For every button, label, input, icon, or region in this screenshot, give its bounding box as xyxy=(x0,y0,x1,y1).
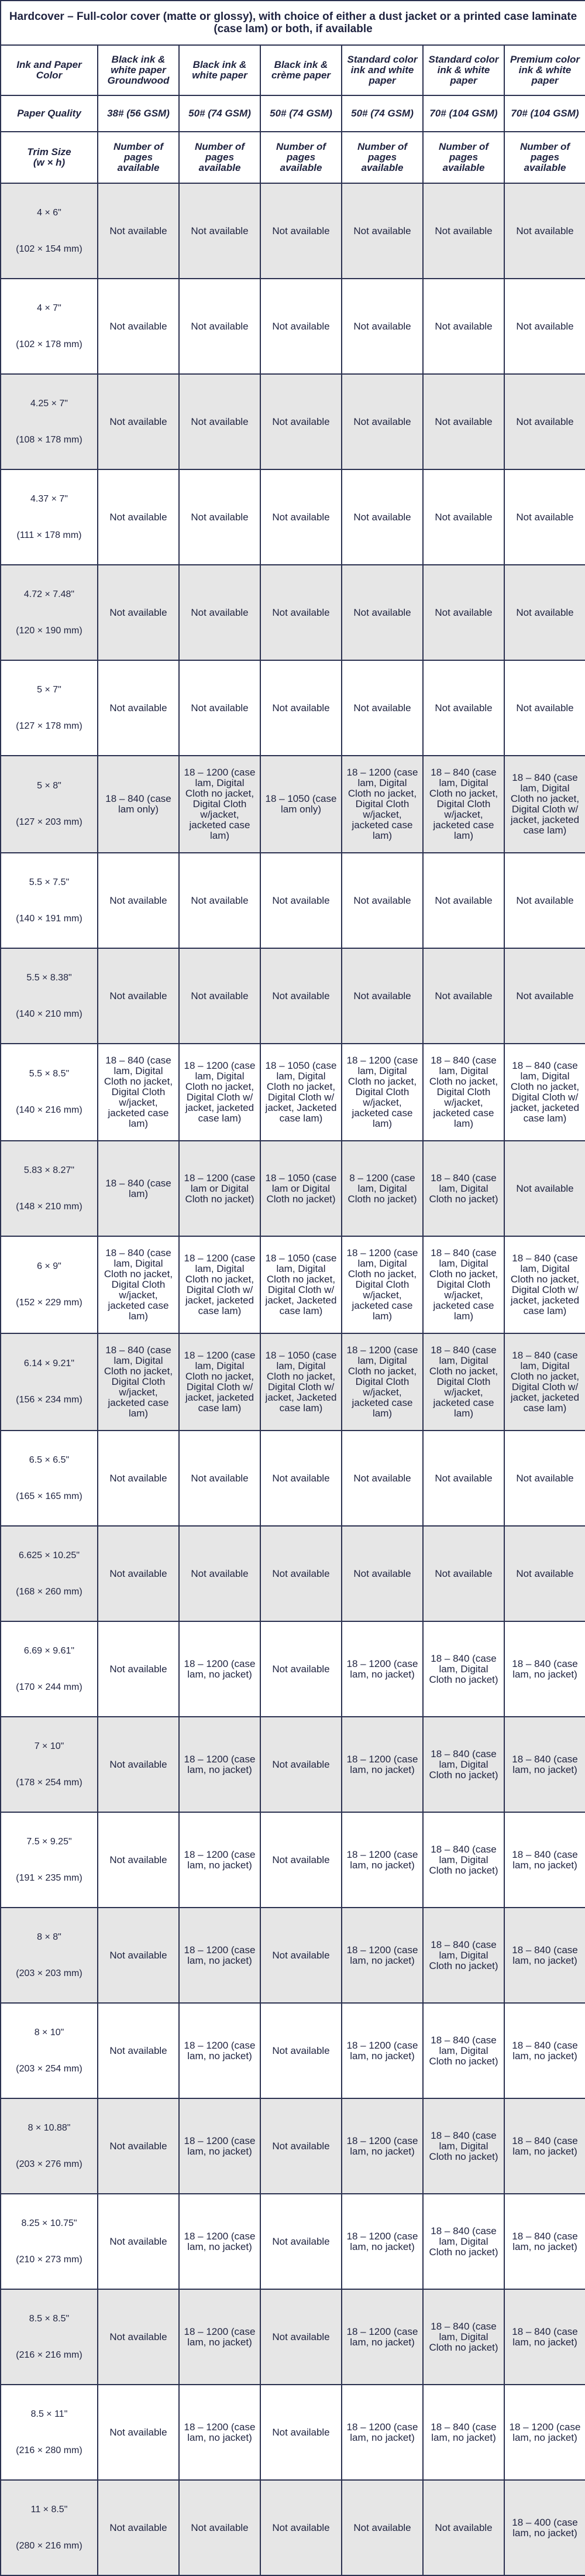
pages-cell: Not available xyxy=(342,279,423,374)
pages-cell: Not available xyxy=(98,374,179,469)
trim-size-cell xyxy=(1,2003,98,2098)
pages-cell: Not available xyxy=(260,2194,342,2289)
trim-size-inches: 4.72 × 7.48" xyxy=(23,589,75,599)
pages-cell: Not available xyxy=(342,660,423,756)
pages-cell: 18 – 840 (case lam, Digital Cloth no jacket, Digital Cloth w/jacket, jacketed case lam) xyxy=(98,1044,179,1141)
pages-cell: 18 – 840 (case lam, Digital Cloth no jacket, Digital Cloth w/ jacket, jacketed case lam) xyxy=(504,1044,585,1141)
trim-size-metric: (152 × 229 mm) xyxy=(16,1298,82,1308)
pages-cell: 18 – 1200 (case lam, no jacket) xyxy=(342,1908,423,2003)
pages-cell: 18 – 1200 (case lam, Digital Cloth no jacket, Digital Cloth w/jacket, jacketed case lam) xyxy=(342,1236,423,1333)
trim-size-cell xyxy=(1,279,98,374)
pages-cell: 18 – 400 (case lam, no jacket) xyxy=(504,2480,585,2575)
pages-cell: 18 – 840 (case lam) xyxy=(98,1141,179,1236)
pages-cell: 18 – 840 (case lam only) xyxy=(98,756,179,853)
trim-size-inches: 6.14 × 9.21" xyxy=(23,1359,75,1368)
pages-cell: Not available xyxy=(342,1431,423,1526)
pages-cell: Not available xyxy=(98,565,179,660)
trim-size-inches: 6.5 × 6.5" xyxy=(29,1455,70,1465)
pages-cell: Not available xyxy=(98,660,179,756)
pages-cell: Not available xyxy=(423,1526,504,1621)
pages-cell: 18 – 840 (case lam, Digital Cloth no jacket, Digital Cloth w/jacket, jacketed case lam) xyxy=(423,1333,504,1431)
trim-size-inches: 4.25 × 7" xyxy=(30,398,68,409)
trim-size-metric: (108 × 178 mm) xyxy=(16,434,82,445)
column-header: Standard color ink & white paper xyxy=(423,45,504,95)
pages-column-label: Number of pages available xyxy=(179,132,260,183)
pages-cell: 18 – 840 (case lam, Digital Cloth no jacket, Digital Cloth w/ jacket, jacketed case lam) xyxy=(504,1333,585,1431)
column-header: Black ink & crème paper xyxy=(260,45,342,95)
trim-size-cell xyxy=(1,2194,98,2289)
trim-size-cell xyxy=(1,1333,98,1431)
table-row xyxy=(1,2098,585,2194)
pages-cell: Not available xyxy=(260,1717,342,1812)
trim-size-cell xyxy=(1,853,98,948)
table-row xyxy=(1,2003,585,2098)
pages-cell: Not available xyxy=(423,469,504,565)
trim-size-metric: (148 × 210 mm) xyxy=(16,1201,82,1212)
column-header: Standard color ink and white paper xyxy=(342,45,423,95)
trim-size-cell xyxy=(1,1621,98,1717)
pages-cell: 18 – 1200 (case lam, no jacket) xyxy=(342,2194,423,2289)
pages-cell: Not available xyxy=(504,374,585,469)
pages-cell: Not available xyxy=(179,660,260,756)
trim-size-cell xyxy=(1,1526,98,1621)
trim-size-inches: 6.625 × 10.25" xyxy=(19,1550,80,1560)
table-row xyxy=(1,1333,585,1431)
pages-cell: Not available xyxy=(342,183,423,279)
pages-cell: 18 – 1200 (case lam, no jacket) xyxy=(179,2289,260,2385)
pages-cell: Not available xyxy=(98,2385,179,2480)
pages-cell: 18 – 840 (case lam, Digital Cloth no jacket) xyxy=(423,1717,504,1812)
pages-cell: Not available xyxy=(98,853,179,948)
pages-cell: 8 – 1200 (case lam, Digital Cloth no jacket) xyxy=(342,1141,423,1236)
pages-cell: 18 – 1200 (case lam, no jacket) xyxy=(342,2385,423,2480)
pages-cell: Not available xyxy=(260,565,342,660)
trim-size-metric: (102 × 178 mm) xyxy=(16,339,82,349)
pages-cell: 18 – 1200 (case lam, no jacket) xyxy=(342,2289,423,2385)
pages-cell: Not available xyxy=(98,183,179,279)
trim-size-metric: (140 × 216 mm) xyxy=(16,1105,82,1115)
paper-quality-value: 70# (104 GSM) xyxy=(423,95,504,132)
pages-cell: Not available xyxy=(98,948,179,1044)
table-row xyxy=(1,1431,585,1526)
table-row xyxy=(1,853,585,948)
pages-cell: 18 – 1200 (case lam, no jacket) xyxy=(179,1621,260,1717)
trim-size-inches: 7.5 × 9.25" xyxy=(26,1836,72,1847)
pages-cell: Not available xyxy=(179,2480,260,2575)
pages-cell: Not available xyxy=(98,279,179,374)
pages-column-label: Number of pages available xyxy=(423,132,504,183)
trim-size-inches: 5 × 7" xyxy=(37,684,61,695)
pages-cell: Not available xyxy=(98,2289,179,2385)
trim-size-cell xyxy=(1,469,98,565)
trim-size-inches: 8 × 10" xyxy=(34,2027,64,2038)
trim-size-cell xyxy=(1,1236,98,1333)
pages-cell: Not available xyxy=(260,1812,342,1908)
trim-size-cell xyxy=(1,2289,98,2385)
pages-cell: 18 – 1200 (case lam, no jacket) xyxy=(179,2194,260,2289)
trim-size-metric: (140 × 191 mm) xyxy=(16,913,82,924)
trim-size-inches: 5.5 × 8.38" xyxy=(26,972,72,983)
pages-cell: 18 – 840 (case lam, no jacket) xyxy=(504,1908,585,2003)
trim-size-inches: 8.25 × 10.75" xyxy=(21,2218,77,2228)
pages-column-label: Number of pages available xyxy=(98,132,179,183)
trim-size-cell xyxy=(1,1141,98,1236)
pages-cell: 18 – 1200 (case lam or Digital Cloth no jacket) xyxy=(179,1141,260,1236)
pages-cell: 18 – 840 (case lam, no jacket) xyxy=(504,1621,585,1717)
pages-cell: 18 – 1200 (case lam, no jacket) xyxy=(179,2385,260,2480)
table-row xyxy=(1,2385,585,2480)
pages-cell: 18 – 1050 (case lam, Digital Cloth no jacket, Digital Cloth w/ jacket, Jacketed case lam) xyxy=(260,1333,342,1431)
pages-cell: Not available xyxy=(260,2289,342,2385)
table-row xyxy=(1,1044,585,1141)
trim-size-inches: 8.5 × 11" xyxy=(30,2409,68,2419)
pages-cell: Not available xyxy=(423,374,504,469)
trim-size-metric: (280 × 216 mm) xyxy=(16,2540,82,2551)
pages-cell: Not available xyxy=(342,565,423,660)
trim-size-cell xyxy=(1,565,98,660)
pages-cell: Not available xyxy=(260,183,342,279)
paper-quality-value: 50# (74 GSM) xyxy=(179,95,260,132)
pages-cell: Not available xyxy=(98,1812,179,1908)
pages-cell: Not available xyxy=(504,1526,585,1621)
pages-cell: 18 – 1050 (case lam, Digital Cloth no jacket, Digital Cloth w/ jacket, Jacketed case lam) xyxy=(260,1044,342,1141)
pages-cell: 18 – 1200 (case lam, Digital Cloth no jacket, Digital Cloth w/jacket, jacketed case lam) xyxy=(342,1044,423,1141)
trim-size-inches: 5.83 × 8.27" xyxy=(23,1165,75,1175)
pages-cell: Not available xyxy=(179,469,260,565)
pages-cell: 18 – 1200 (case lam, Digital Cloth no jacket, Digital Cloth w/ jacket, jacketed case lam) xyxy=(179,1044,260,1141)
pages-cell: 18 – 840 (case lam, Digital Cloth no jacket) xyxy=(423,1908,504,2003)
pages-cell: Not available xyxy=(342,948,423,1044)
pages-column-label: Number of pages available xyxy=(342,132,423,183)
trim-size-inches: 7 × 10" xyxy=(34,1741,64,1751)
pages-cell: 18 – 1050 (case lam or Digital Cloth no jacket) xyxy=(260,1141,342,1236)
trim-size-sub: (w × h) xyxy=(33,157,66,168)
pages-cell: Not available xyxy=(98,1431,179,1526)
pages-column-label: Number of pages available xyxy=(504,132,585,183)
pages-cell: 18 – 1200 (case lam, no jacket) xyxy=(504,2385,585,2480)
trim-size-metric: (191 × 235 mm) xyxy=(16,1872,82,1883)
pages-cell: Not available xyxy=(98,2480,179,2575)
pages-cell: 18 – 1200 (case lam, Digital Cloth no jacket, Digital Cloth w/ jacket, jacketed case lam) xyxy=(179,1333,260,1431)
pages-cell: 18 – 840 (case lam, Digital Cloth no jacket) xyxy=(423,2194,504,2289)
table-row xyxy=(1,1812,585,1908)
pages-cell: 18 – 1200 (case lam, no jacket) xyxy=(179,1908,260,2003)
trim-size-metric: (168 × 260 mm) xyxy=(16,1586,82,1597)
table-row xyxy=(1,1621,585,1717)
pages-cell: Not available xyxy=(504,279,585,374)
pages-cell: 18 – 1200 (case lam, no jacket) xyxy=(179,2003,260,2098)
trim-size-inches: 6 × 9" xyxy=(37,1261,61,1271)
pages-cell: Not available xyxy=(260,1526,342,1621)
trim-size-inches: 5.5 × 8.5" xyxy=(29,1069,70,1079)
pages-cell: Not available xyxy=(504,469,585,565)
column-header: Black ink & white paper xyxy=(179,45,260,95)
pages-cell: 18 – 1050 (case lam, Digital Cloth no jacket, Digital Cloth w/ jacket, Jacketed case lam) xyxy=(260,1236,342,1333)
table-row xyxy=(1,1908,585,2003)
trim-size-cell xyxy=(1,1431,98,1526)
trim-size-metric: (216 × 216 mm) xyxy=(16,2349,82,2360)
pages-cell: Not available xyxy=(98,1526,179,1621)
pages-cell: Not available xyxy=(504,660,585,756)
pages-cell: Not available xyxy=(260,469,342,565)
trim-size-cell xyxy=(1,2385,98,2480)
pages-cell: Not available xyxy=(342,1526,423,1621)
pages-cell: Not available xyxy=(423,660,504,756)
pages-cell: 18 – 840 (case lam, Digital Cloth no jacket) xyxy=(423,2003,504,2098)
pages-cell: Not available xyxy=(260,1908,342,2003)
pages-cell: 18 – 1200 (case lam, no jacket) xyxy=(342,1621,423,1717)
trim-size-cell xyxy=(1,183,98,279)
pages-cell: Not available xyxy=(342,469,423,565)
trim-size-header xyxy=(1,132,98,183)
pages-cell: Not available xyxy=(260,1621,342,1717)
pages-cell: Not available xyxy=(342,853,423,948)
trim-size-metric: (140 × 210 mm) xyxy=(16,1009,82,1019)
trim-size-cell xyxy=(1,660,98,756)
table-row xyxy=(1,948,585,1044)
pages-cell: Not available xyxy=(98,1908,179,2003)
pages-cell: Not available xyxy=(98,2194,179,2289)
pages-cell: 18 – 1200 (case lam, no jacket) xyxy=(179,1812,260,1908)
pages-cell: 18 – 840 (case lam, Digital Cloth no jacket, Digital Cloth w/ jacket, jacketed case lam) xyxy=(504,756,585,853)
pages-cell: Not available xyxy=(504,565,585,660)
trim-size-metric: (170 × 244 mm) xyxy=(16,1682,82,1692)
pages-cell: 18 – 840 (case lam, Digital Cloth no jacket) xyxy=(423,1141,504,1236)
table-row xyxy=(1,2194,585,2289)
table-row xyxy=(1,660,585,756)
trim-size-metric: (120 × 190 mm) xyxy=(16,625,82,636)
trim-size-inches: 11 × 8.5" xyxy=(30,2504,68,2515)
pages-cell: 18 – 840 (case lam, no jacket) xyxy=(423,2385,504,2480)
paper-quality-label: Paper Quality xyxy=(1,95,98,132)
pages-cell: Not available xyxy=(98,1717,179,1812)
trim-size-inches: 5.5 × 7.5" xyxy=(29,877,70,887)
table-row xyxy=(1,374,585,469)
trim-size-inches: 4 × 6" xyxy=(37,207,61,218)
pages-cell: 18 – 840 (case lam, no jacket) xyxy=(504,2003,585,2098)
pages-cell: Not available xyxy=(504,853,585,948)
trim-size-metric: (127 × 178 mm) xyxy=(16,721,82,731)
pages-cell: Not available xyxy=(260,948,342,1044)
pages-cell: Not available xyxy=(423,183,504,279)
pages-cell: 18 – 840 (case lam, Digital Cloth no jacket) xyxy=(423,2289,504,2385)
pages-cell: Not available xyxy=(260,2098,342,2194)
trim-size-cell xyxy=(1,1717,98,1812)
trim-size-metric: (127 × 203 mm) xyxy=(16,817,82,827)
trim-size-inches: 8.5 × 8.5" xyxy=(29,2313,70,2324)
pages-cell: Not available xyxy=(179,183,260,279)
pages-cell: Not available xyxy=(260,660,342,756)
trim-size-cell xyxy=(1,374,98,469)
pages-cell: Not available xyxy=(179,1431,260,1526)
pages-cell: Not available xyxy=(342,2480,423,2575)
table-row xyxy=(1,469,585,565)
trim-size-metric: (156 × 234 mm) xyxy=(16,1395,82,1405)
trim-size-cell xyxy=(1,948,98,1044)
pages-cell: Not available xyxy=(423,2480,504,2575)
trim-size-cell xyxy=(1,1812,98,1908)
pages-cell: Not available xyxy=(423,853,504,948)
pages-cell: Not available xyxy=(98,469,179,565)
pages-cell: 18 – 840 (case lam, Digital Cloth no jacket, Digital Cloth w/ jacket, jacketed case lam) xyxy=(504,1236,585,1333)
pages-cell: Not available xyxy=(260,853,342,948)
pages-cell: 18 – 1200 (case lam, Digital Cloth no jacket, Digital Cloth w/jacket, jacketed case lam) xyxy=(179,756,260,853)
pages-cell: Not available xyxy=(504,1141,585,1236)
trim-size-metric: (178 × 254 mm) xyxy=(16,1777,82,1788)
table-row xyxy=(1,756,585,853)
pages-cell: Not available xyxy=(504,948,585,1044)
trim-size-metric: (216 × 280 mm) xyxy=(16,2445,82,2455)
pages-cell: Not available xyxy=(179,1526,260,1621)
pages-cell: Not available xyxy=(98,2003,179,2098)
pages-cell: Not available xyxy=(260,279,342,374)
pages-cell: Not available xyxy=(423,279,504,374)
pages-cell: Not available xyxy=(98,2098,179,2194)
pages-cell: 18 – 840 (case lam, Digital Cloth no jacket, Digital Cloth w/jacket, jacketed case lam) xyxy=(423,1044,504,1141)
trim-size-inches: 6.69 × 9.61" xyxy=(23,1645,75,1656)
pages-cell: 18 – 840 (case lam, Digital Cloth no jacket) xyxy=(423,2098,504,2194)
pages-cell: Not available xyxy=(260,2385,342,2480)
table-title: Hardcover – Full-color cover (matte or glossy), with choice of either a dust jacket or a printed case laminate (case lam) or both, if available xyxy=(1,1,585,45)
pages-cell: 18 – 1200 (case lam, Digital Cloth no jacket, Digital Cloth w/jacket, jacketed case lam) xyxy=(342,1333,423,1431)
pages-cell: 18 – 1200 (case lam, Digital Cloth no jacket, Digital Cloth w/ jacket, jacketed case lam) xyxy=(179,1236,260,1333)
trim-size-inches: 8 × 10.88" xyxy=(27,2122,71,2133)
pages-cell: 18 – 1200 (case lam, no jacket) xyxy=(342,2098,423,2194)
pages-column-label: Number of pages available xyxy=(260,132,342,183)
trim-size-cell xyxy=(1,756,98,853)
trim-size-metric: (203 × 203 mm) xyxy=(16,1968,82,1978)
pages-cell: 18 – 840 (case lam, no jacket) xyxy=(504,2098,585,2194)
pages-cell: Not available xyxy=(423,565,504,660)
table-row xyxy=(1,183,585,279)
trim-size-inches: 4 × 7" xyxy=(37,303,61,313)
trim-size-metric: (102 × 154 mm) xyxy=(16,243,82,254)
column-header: Premium color ink & white paper xyxy=(504,45,585,95)
pages-cell: Not available xyxy=(260,1431,342,1526)
pages-cell: Not available xyxy=(179,279,260,374)
pages-cell: 18 – 840 (case lam, Digital Cloth no jacket, Digital Cloth w/jacket, jacketed case lam) xyxy=(423,756,504,853)
paper-quality-value: 50# (74 GSM) xyxy=(260,95,342,132)
pages-cell: 18 – 840 (case lam, no jacket) xyxy=(504,1717,585,1812)
trim-size-metric: (111 × 178 mm) xyxy=(16,530,82,540)
pages-cell: 18 – 1200 (case lam, no jacket) xyxy=(179,2098,260,2194)
pages-cell: 18 – 840 (case lam, Digital Cloth no jacket) xyxy=(423,1812,504,1908)
pages-cell: 18 – 1200 (case lam, no jacket) xyxy=(342,1812,423,1908)
trim-size-inches: 5 × 8" xyxy=(37,781,61,791)
trim-size-label: Trim Size xyxy=(27,146,71,157)
pages-cell: Not available xyxy=(504,183,585,279)
pages-cell: 18 – 1050 (case lam only) xyxy=(260,756,342,853)
pages-cell: 18 – 1200 (case lam, no jacket) xyxy=(342,2003,423,2098)
pages-cell: Not available xyxy=(260,374,342,469)
table-row xyxy=(1,565,585,660)
table-row xyxy=(1,1236,585,1333)
table-row xyxy=(1,2289,585,2385)
pages-cell: Not available xyxy=(179,853,260,948)
paper-quality-value: 38# (56 GSM) xyxy=(98,95,179,132)
pages-cell: Not available xyxy=(179,374,260,469)
pages-cell: Not available xyxy=(504,1431,585,1526)
table-row xyxy=(1,1141,585,1236)
pages-cell: 18 – 840 (case lam, no jacket) xyxy=(504,1812,585,1908)
trim-size-cell xyxy=(1,1908,98,2003)
trim-size-inches: 4.37 × 7" xyxy=(30,493,68,504)
pages-cell: Not available xyxy=(179,565,260,660)
column-header: Black ink & white paper Groundwood xyxy=(98,45,179,95)
trim-size-metric: (165 × 165 mm) xyxy=(16,1491,82,1501)
pages-cell: 18 – 840 (case lam, no jacket) xyxy=(504,2194,585,2289)
table-row xyxy=(1,1717,585,1812)
paper-quality-value: 70# (104 GSM) xyxy=(504,95,585,132)
trim-size-cell xyxy=(1,1044,98,1141)
pages-cell: 18 – 840 (case lam, Digital Cloth no jacket, Digital Cloth w/jacket, jacketed case lam) xyxy=(98,1333,179,1431)
pages-cell: 18 – 840 (case lam, no jacket) xyxy=(504,2289,585,2385)
trim-size-metric: (203 × 254 mm) xyxy=(16,2063,82,2074)
paper-quality-value: 50# (74 GSM) xyxy=(342,95,423,132)
pages-cell: 18 – 1200 (case lam, Digital Cloth no jacket, Digital Cloth w/jacket, jacketed case lam) xyxy=(342,756,423,853)
pages-cell: Not available xyxy=(98,1621,179,1717)
pages-cell: 18 – 840 (case lam, Digital Cloth no jacket) xyxy=(423,1621,504,1717)
pages-cell: Not available xyxy=(423,948,504,1044)
pages-cell: Not available xyxy=(260,2480,342,2575)
pages-cell: 18 – 1200 (case lam, no jacket) xyxy=(342,1717,423,1812)
ink-paper-color-label: Ink and Paper Color xyxy=(1,45,98,95)
trim-size-metric: (203 × 276 mm) xyxy=(16,2159,82,2169)
trim-size-metric: (210 × 273 mm) xyxy=(16,2254,82,2265)
pages-cell: 18 – 840 (case lam, Digital Cloth no jacket, Digital Cloth w/jacket, jacketed case lam) xyxy=(98,1236,179,1333)
table-row xyxy=(1,1526,585,1621)
pages-cell: 18 – 1200 (case lam, no jacket) xyxy=(179,1717,260,1812)
trim-size-inches: 8 × 8" xyxy=(37,1932,61,1942)
pages-cell: Not available xyxy=(423,1431,504,1526)
pages-cell: Not available xyxy=(260,2003,342,2098)
table-row xyxy=(1,279,585,374)
pages-cell: Not available xyxy=(342,374,423,469)
trim-size-cell xyxy=(1,2098,98,2194)
pages-cell: 18 – 840 (case lam, Digital Cloth no jacket, Digital Cloth w/jacket, jacketed case lam) xyxy=(423,1236,504,1333)
pages-cell: Not available xyxy=(179,948,260,1044)
